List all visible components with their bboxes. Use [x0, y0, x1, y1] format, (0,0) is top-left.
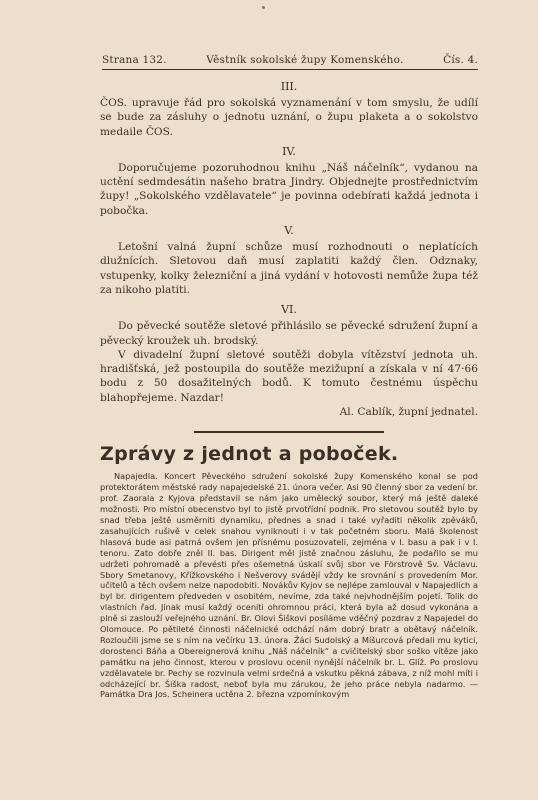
section-text: Do pěvecké soutěže sletové přihlásilo se pěvecké sdružení župní a pěvecký kroužek uh. brodský.	[100, 320, 478, 347]
section-number: III.	[280, 80, 298, 93]
issue-number: Čís. 4.	[443, 54, 478, 66]
signature: Al. Cablík, župní jednatel.	[339, 406, 478, 419]
section-number: V.	[284, 224, 294, 238]
news-heading: Zprávy z jednot a poboček.	[100, 443, 399, 466]
section-text: V divadelní župní sletové soutěži dobyla vítězství jednota uh. hradišťská, jež postoupila do soutěže mezižupní a získala v ní 47·66 bodu z 50 dosažitelných bodů. K tomuto čestnému úspěchu blahopřejeme. Nazdar!	[100, 348, 478, 404]
section-text: Letošní valná župní schůze musí rozhodnouti o neplatících dlužnících. Sletovou daň musí zaplatiti každý člen. Odznaky, vstupenky, kolky železniční a jiná vydání v hotovosti nemůže župa též za nikoho platiti.	[100, 241, 478, 296]
section-text: Doporučujeme pozoruhodnou knihu „Náš náčelník“, vydanou na uctění sedmdesátin našeho bratra Jindry. Objednejte prostřednictvím župy! „Sokolského vzdělavatele“ je povinna odebírati každá jednota i pobočka.	[100, 161, 478, 217]
section-number: VI.	[281, 303, 297, 317]
page-number: Strana 132.	[102, 54, 167, 66]
journal-title: Věstník sokolské župy Komenského.	[206, 54, 404, 66]
section-number: IV.	[282, 144, 296, 158]
divider-rule	[194, 431, 384, 433]
news-text: Napajedla. Koncert Pěveckého sdružení sokolské župy Komenského konal se pod protektorátem městské rady napajedelské 21. února večer. Asi 90 členný sbor za vedení br. prof. Zaorala z Kyjova představil se nám jako umělecký soubor, který má ještě daleké možnosti. Pro místní obecenstvo byl to jistě prvotřídní podnik. Pro sletovou soutěž bylo by snad třeba ještě usměrniti dynamiku, přednes a snad i také vyřaditi několik zpěváků, zasahujících rušivě v celek snahou vyniknouti i v tak početném sboru. Malá školenost hlasová bude asi patrná ovšem jen přísnému posuzovateli, zejména v I. basu a pak i v I. tenoru. Zato dobře zněl II. bas. Dirigent měl jistě značnou zásluhu, že podařilo se mu udržeti pohromadě a převésti přes ošemetná úskalí svůj sbor ve Förstrově Sv. Václavu. Sbory Smetanovy, Křížkovského i Nešverovy svádějí vždy ke srovnání s provedením Mor. učitelů a těch ovšem nelze napodobiti. Novákův Kyjov se nejlépe zamlouval v Napajedlích a byl br. dirigentem předveden v osobitém, nevíme, zda také nejvhodnějším pojetí. Tolik do vlastních řad. Jinak musí každý oceniti ohromnou práci, která byla až dosud vykonána a plně si zaslouží veřejného uznání. Br. Olovi Šiškovi posíláme vděčný pozdrav z Napajedel do Olomouce. Po pětileté činnosti náčelnické odchází nám dobrý bratr a obětavý náčelník. Rozloučili jsme se s ním na večírku 13. února. Žáci Sudolský a Míšurcová předali mu kytici, dorostenci Báňa a Obereignerová knihu „Náš náčelník“ a cvičitelský sbor soško vítěze jako památku na jeho činnost, kterou v proslovu ocenil nynější náčelník br. L. Glíž. Po proslovu vzdělavatele br. Pechy se rozvinula velmi srdečná a vskutku pěkná zábava, z níž mohl míti i odcházející br. Šiška radost, neboť byla mu zárukou, že jeho práce nebyla nadarmo. — Památka Dra Jos. Scheinera uctěna 2. března vzpomínkovým	[100, 471, 478, 700]
page-content	[100, 76, 478, 700]
section-text: ČOS. upravuje řád pro sokolská vyznamenání v tom smyslu, že udílí se bude za zásluhy o jednotu uznání, o župu plaketa a o sokolstvo medaile ČOS.	[100, 97, 478, 138]
print-mark	[262, 6, 265, 9]
page-header	[102, 54, 478, 70]
